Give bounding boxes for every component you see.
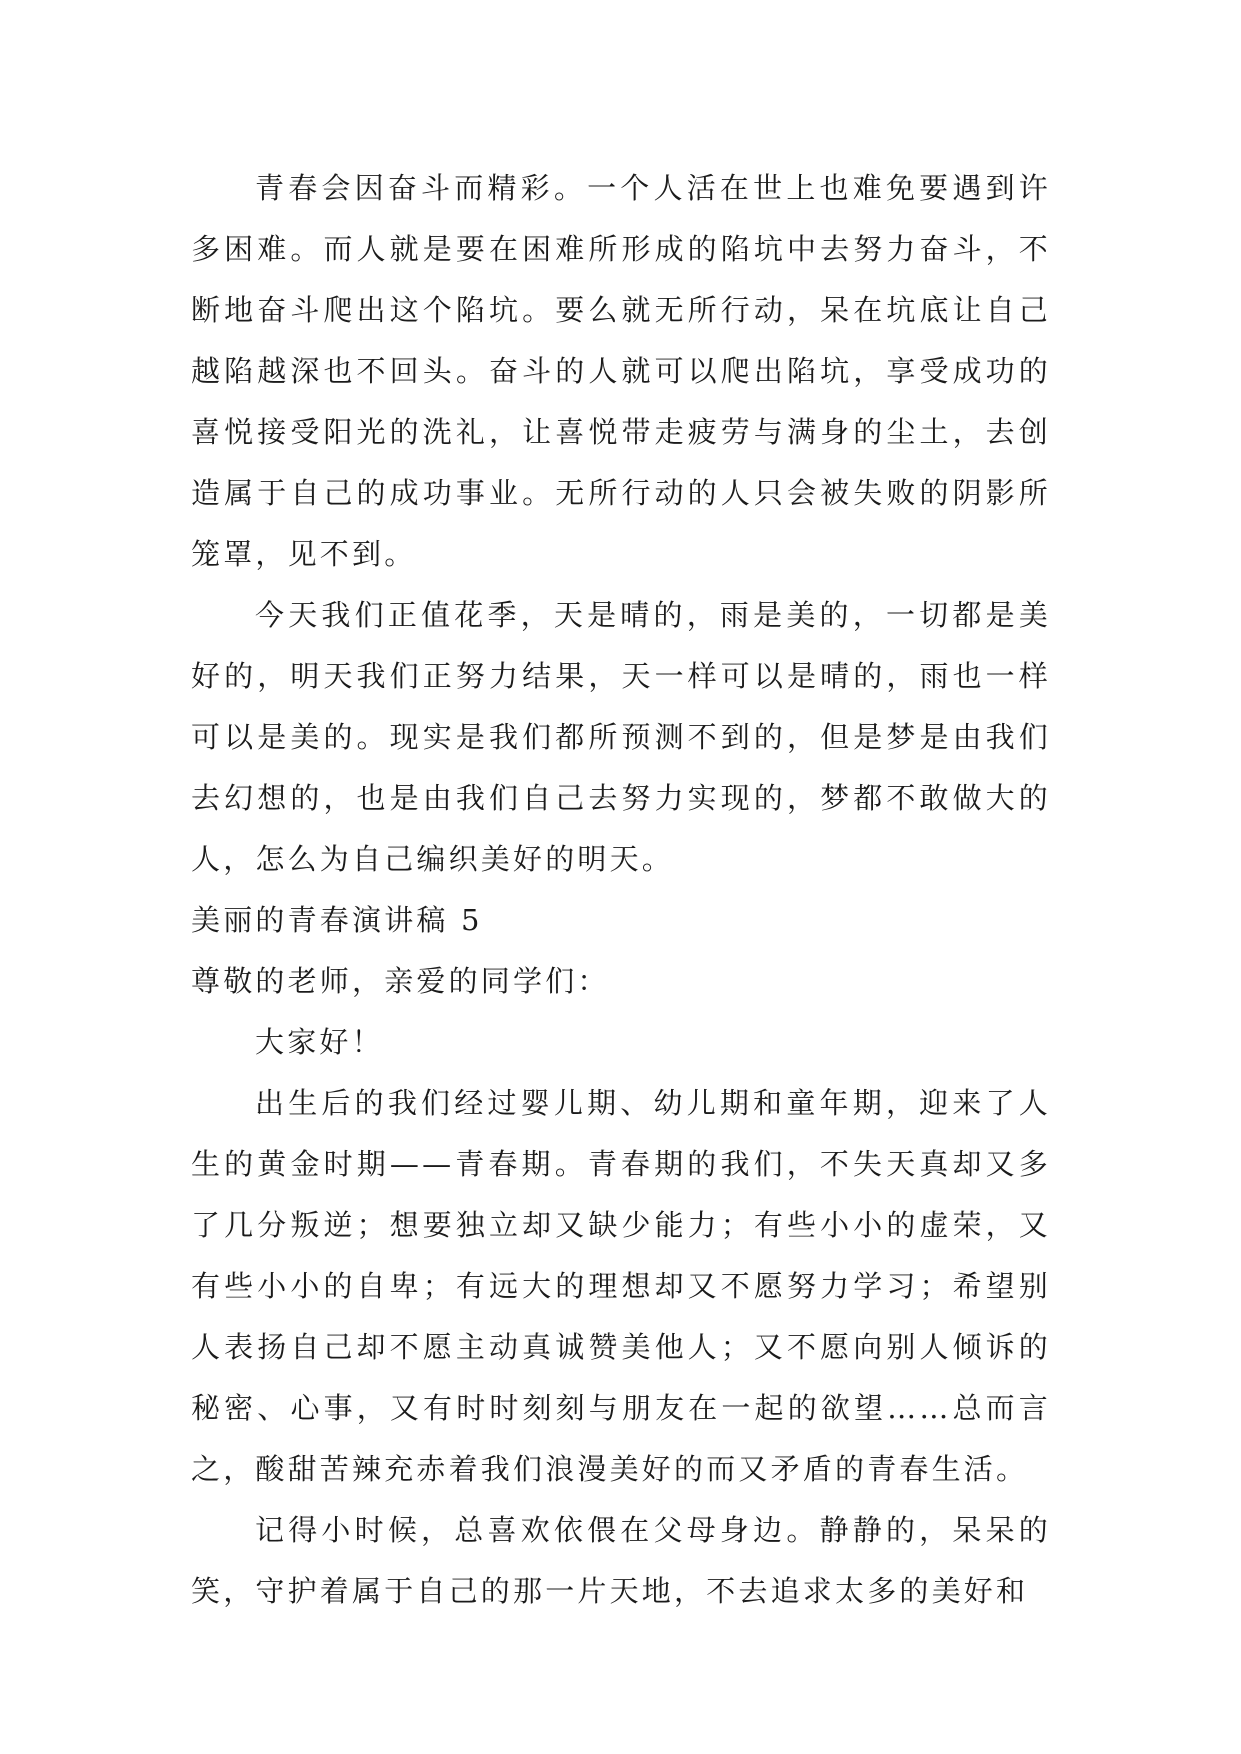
paragraph-childhood: 记得小时候，总喜欢依偎在父母身边。静静的，呆呆的笑，守护着属于自己的那一片天地，不去追求太多的美好和 (191, 1513, 1051, 1608)
paragraph-adolescence: 出生后的我们经过婴儿期、幼儿期和童年期，迎来了人生的黄金时期——青春期。青春期的我们，不失天真却又多了几分叛逆；想要独立却又缺少能力；有些小小的虚荣，又有些小小的自卑；有远大的理想却又不愿努力学习；希望别人表扬自己却不愿主动真诚赞美他人；又不愿向别人倾诉的秘密、心事，又有时时刻刻与朋友在一起的欲望……总而言之，酸甜苦辣充赤着我们浪漫美好的而又矛盾的青春生活。 (191, 1086, 1051, 1486)
salutation: 尊敬的老师，亲爱的同学们： (191, 964, 610, 998)
document-body (191, 158, 1051, 1622)
paragraph-striving: 青春会因奋斗而精彩。一个人活在世上也难免要遇到许多困难。而人就是要在困难所形成的陷坑中去努力奋斗，不断地奋斗爬出这个陷坑。要么就无所行动，呆在坑底让自己越陷越深也不回头。奋斗的人就可以爬出陷坑，享受成功的喜悦接受阳光的洗礼，让喜悦带走疲劳与满身的尘土，去创造属于自己的成功事业。无所行动的人只会被失败的阴影所笼罩，见不到。 (191, 171, 1051, 571)
greeting: 大家好！ (255, 1025, 384, 1059)
paragraph-blooming-season: 今天我们正值花季，天是晴的，雨是美的，一切都是美好的，明天我们正努力结果，天一样可以是晴的，雨也一样可以是美的。现实是我们都所预测不到的，但是梦是由我们去幻想的，也是由我们自己去努力实现的，梦都不敢做大的人，怎么为自己编织美好的明天。 (191, 598, 1051, 876)
section-title: 美丽的青春演讲稿 5 (191, 903, 483, 937)
